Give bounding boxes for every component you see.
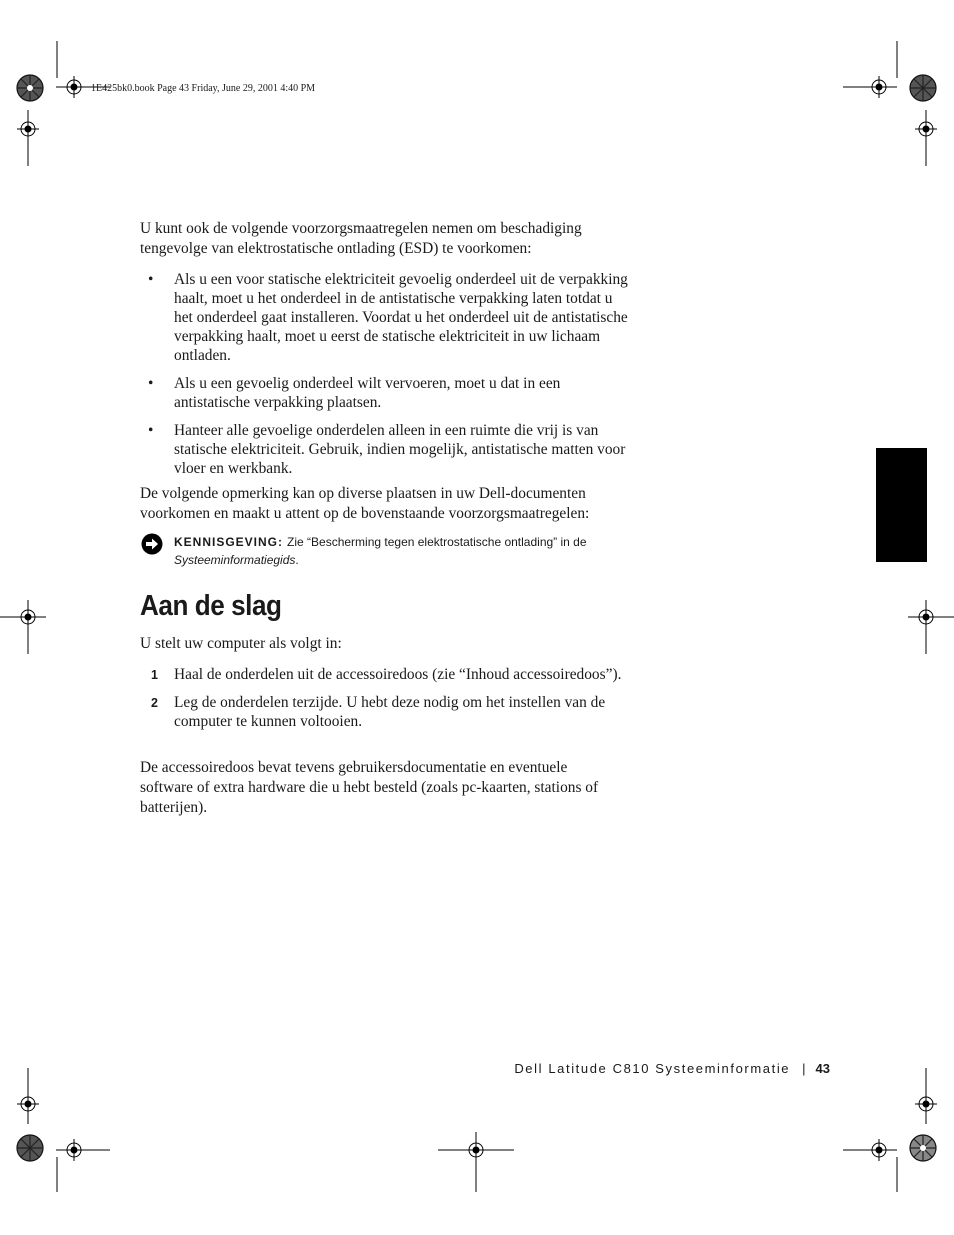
notice-block bbox=[141, 533, 641, 569]
intro-paragraph: U kunt ook de volgende voorzorgsmaatregelen nemen om beschadiging tengevolge van elektrostatische ontlading (ESD) te voorkomen: bbox=[140, 220, 582, 257]
notice-label: KENNISGEVING: bbox=[174, 535, 284, 549]
esd-bullet-list bbox=[140, 270, 634, 478]
print-slug: 1E425bk0.book Page 43 Friday, June 29, 2001 4:40 PM bbox=[91, 83, 316, 94]
step-item bbox=[140, 665, 634, 684]
list-item bbox=[140, 374, 634, 412]
list-item bbox=[140, 270, 634, 365]
page-footer bbox=[514, 1061, 830, 1076]
footer-title: Dell Latitude C810 Systeeminformatie bbox=[514, 1061, 791, 1076]
step-text: Leg de onderdelen terzijde. U hebt deze nodig om het instellen van de computer te kunnen voltooien. bbox=[174, 694, 606, 730]
notice-arrow-icon bbox=[141, 533, 163, 555]
bullet-marker: • bbox=[148, 271, 154, 288]
section-thumb-tab bbox=[876, 448, 927, 562]
closing-paragraph: De accessoiredoos bevat tevens gebruikersdocumentatie en eventuele software of extra hardware die u hebt besteld (zoals pc-kaarten, stations of batterijen). bbox=[140, 759, 599, 816]
step-item bbox=[140, 693, 634, 731]
step-number: 2 bbox=[151, 696, 158, 710]
setup-step-list bbox=[140, 665, 634, 731]
step-number: 1 bbox=[151, 668, 158, 682]
list-item-text: Als u een voor statische elektriciteit gevoelig onderdeel uit de verpakking haalt, moet u het onderdeel in de antistatische verpakking laten totdat u het onderdeel gaat installeren. Voordat u het onderdeel uit de antistatische verpakking haalt, moet u eerst de statische elektriciteit in uw lichaam ontladen. bbox=[174, 271, 628, 364]
notice-intro-paragraph: De volgende opmerking kan op diverse plaatsen in uw Dell-documenten voorkomen en maakt u attent op de bovenstaande voorzorgsmaatregelen: bbox=[140, 485, 590, 522]
setup-intro-paragraph: U stelt uw computer als volgt in: bbox=[140, 635, 342, 652]
bullet-marker: • bbox=[148, 375, 154, 392]
step-text: Haal de onderdelen uit de accessoiredoos (zie “Inhoud accessoiredoos”). bbox=[174, 666, 622, 683]
list-item-text: Als u een gevoelig onderdeel wilt vervoeren, moet u dat in een antistatische verpakking plaatsen. bbox=[174, 375, 561, 411]
footer-separator: | bbox=[802, 1061, 806, 1076]
notice-italic-reference: Systeeminformatiegids bbox=[174, 553, 296, 567]
list-item-text: Hanteer alle gevoelige onderdelen alleen in een ruimte die vrij is van statische elektriciteit. Gebruik, indien mogelijk, antistatische matten voor vloer en werkbank. bbox=[174, 422, 626, 477]
section-heading: Aan de slag bbox=[140, 590, 282, 622]
notice-text: Zie “Bescherming tegen elektrostatische ontlading” in de bbox=[287, 535, 587, 549]
notice-text-end: . bbox=[295, 553, 299, 567]
page-number: 43 bbox=[815, 1061, 830, 1076]
bullet-marker: • bbox=[148, 422, 154, 439]
list-item bbox=[140, 421, 634, 478]
